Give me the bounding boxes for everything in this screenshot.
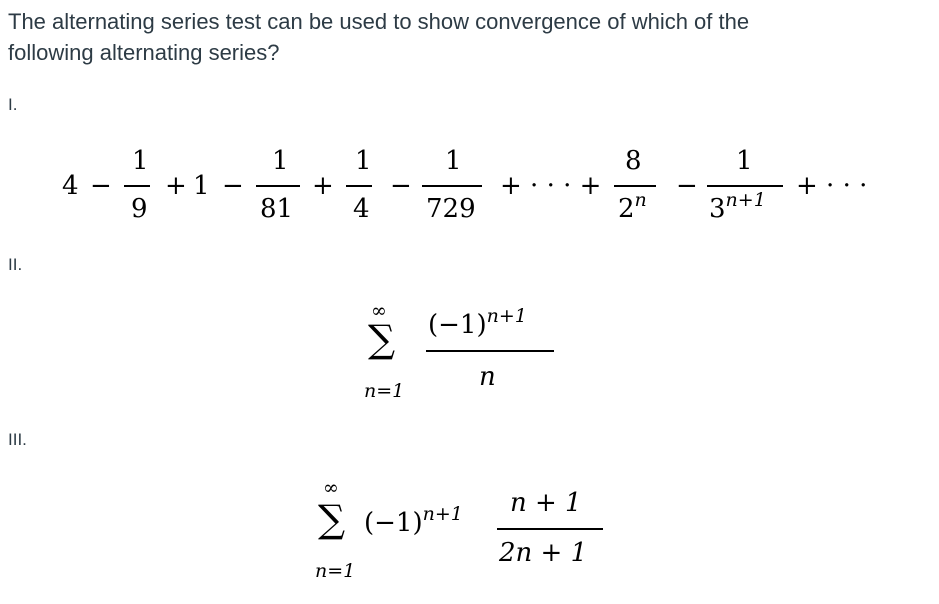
- question-line-2: following alternating series?: [8, 40, 280, 65]
- series-iii-sigma: ∑: [318, 497, 346, 541]
- series-i-bar-1: [124, 185, 150, 187]
- series-iii-upper: ∞: [323, 477, 339, 499]
- series-i-den-5: 729: [426, 194, 476, 224]
- series-i-term-2: 1: [193, 171, 210, 201]
- series-i-num-1: 1: [132, 146, 149, 176]
- series-i-sign-2: +: [165, 171, 187, 201]
- series-ii-upper: ∞: [371, 300, 387, 322]
- series-i-num-7: 1: [736, 146, 753, 176]
- series-ii-denominator: n: [479, 362, 496, 392]
- series-iii-bar: [497, 528, 603, 530]
- series-i-tail: + · · ·: [796, 171, 868, 201]
- series-i: [0, 140, 939, 230]
- series-iii-denominator: 2n + 1: [499, 538, 588, 568]
- series-i-den-7: $3^{n+1}$: [709, 189, 766, 224]
- series-i-bar-6: [614, 185, 656, 187]
- series-i-mid: + · · · +: [500, 171, 602, 201]
- series-i-sign-1: −: [90, 171, 112, 201]
- series-i-bar-4: [346, 185, 372, 187]
- series-i-num-6: 8: [625, 146, 642, 176]
- series-i-den-6: 2$^n$: [618, 189, 647, 224]
- series-i-lead: 4: [62, 171, 79, 201]
- series-iii-lower: n=1: [315, 560, 356, 582]
- item-label-iii: III.: [8, 430, 27, 449]
- series-i-sign-7: −: [676, 171, 698, 201]
- series-i-num-5: 1: [445, 146, 462, 176]
- series-i-bar-3: [256, 185, 300, 187]
- item-label-ii: II.: [8, 255, 23, 274]
- series-i-num-3: 1: [272, 146, 289, 176]
- question-line-1: The alternating series test can be used to show convergence of which of the: [8, 9, 750, 34]
- series-i-bar-5: [422, 185, 482, 187]
- series-i-den-1: 9: [131, 194, 148, 224]
- series-iii-numerator: n + 1: [510, 488, 582, 518]
- series-i-den-3: 81: [260, 194, 294, 224]
- series-i-sign-5: −: [390, 171, 412, 201]
- series-i-den-4: 4: [353, 194, 370, 224]
- series-iii-factor: $(-1)^{n+1}$: [364, 503, 463, 538]
- series-i-num-4: 1: [355, 146, 372, 176]
- series-ii-sigma: ∑: [368, 317, 396, 361]
- series-ii-bar: [426, 350, 554, 352]
- series-ii-lower: n=1: [364, 380, 405, 402]
- series-i-sign-3: −: [222, 171, 244, 201]
- series-ii-numerator: $(-1)^{n+1}$: [428, 305, 527, 340]
- series-i-sign-4: +: [312, 171, 334, 201]
- item-label-i: I.: [8, 95, 18, 114]
- series-i-bar-7: [707, 185, 783, 187]
- question-prompt: [8, 6, 908, 68]
